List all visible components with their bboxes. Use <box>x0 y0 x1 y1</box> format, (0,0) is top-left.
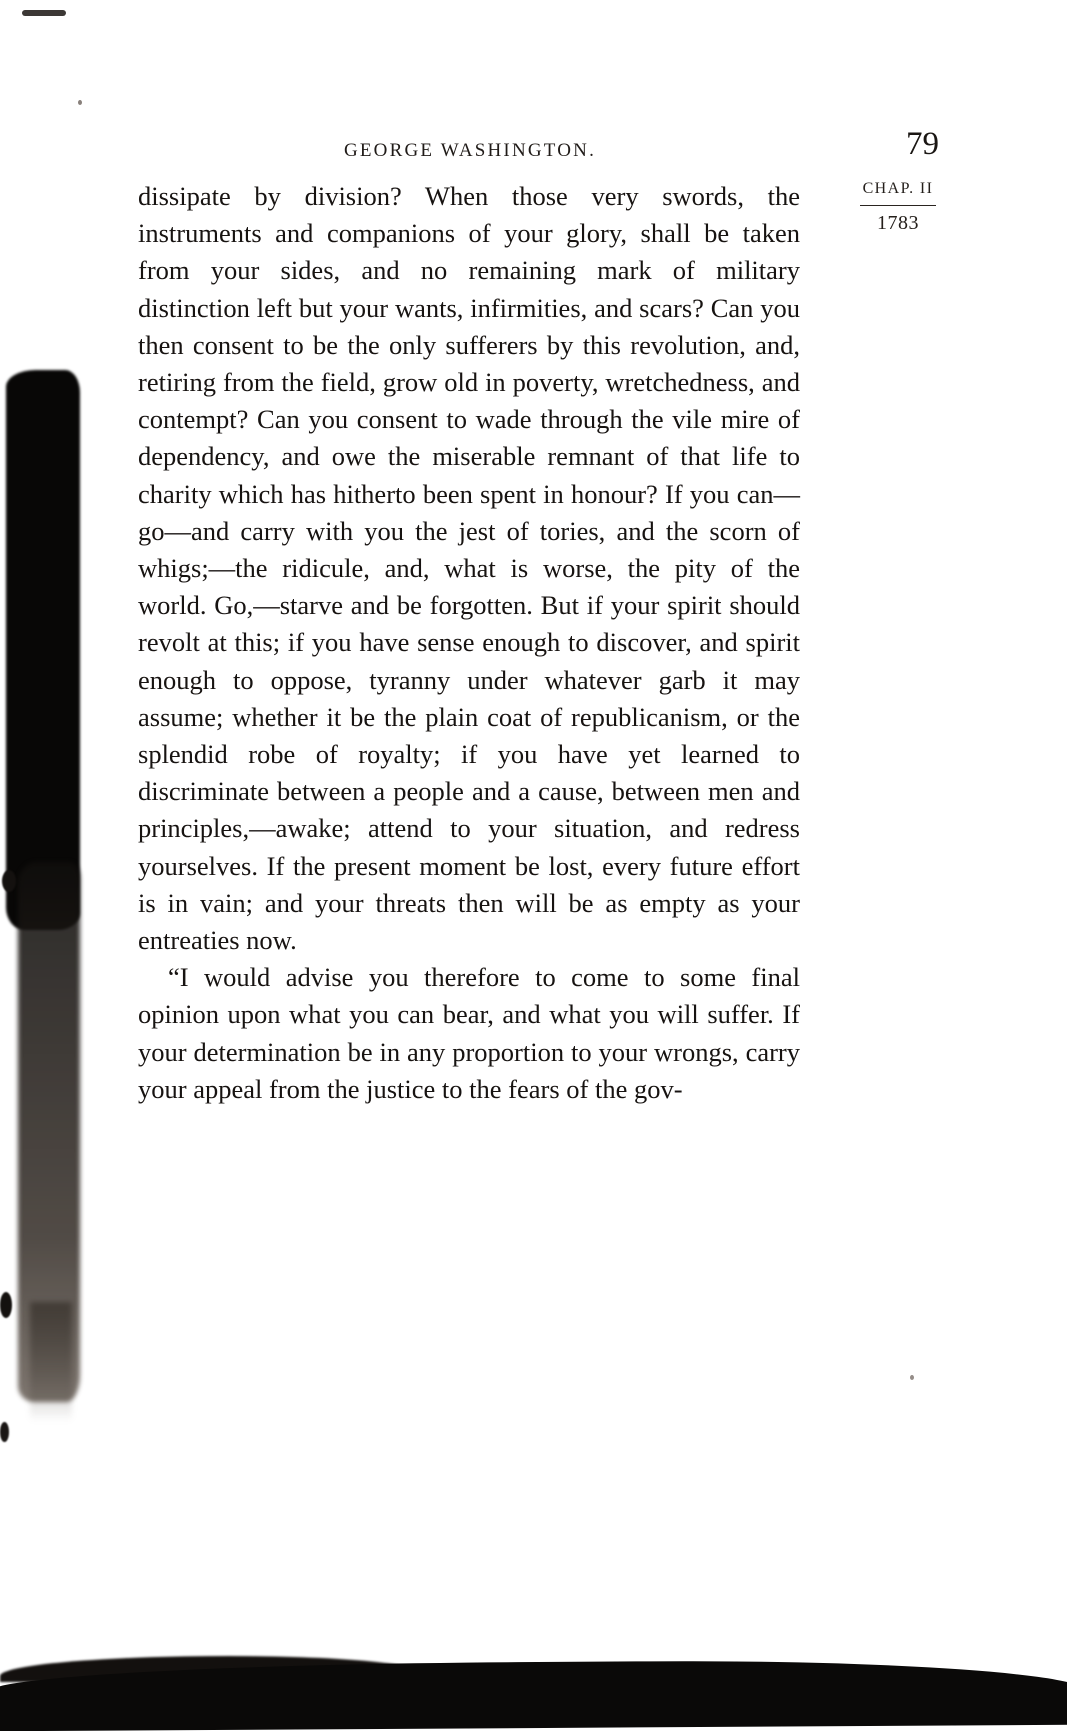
scan-bottom-band-upper <box>0 1656 420 1682</box>
page-speck <box>78 100 82 105</box>
marginal-note-year: 1783 <box>877 212 919 234</box>
gutter-blob-dark <box>6 370 80 930</box>
scan-bottom-edge-artifact <box>0 1630 1067 1716</box>
page-number: 79 <box>906 126 939 162</box>
paragraph: dissipate by division? When those very swords, the instruments and companions of your glory, shall be taken from your sides, and no remaining mark of military distinction left but your wants, infirmities, and scars? Can you then consent to be the only sufferers by this revolution, and, retiring from the field, grow old in poverty, wretchedness, and contempt? Can you consent to wade through the vile mire of dependency, and owe the miserable remnant of that life to charity which has hitherto been spent in honour? If you can—go—and carry with you the jest of tories, and the scorn of whigs;—the ridicule, and, what is worse, the pity of the world. Go,—starve and be forgotten. But if your spirit should revolt at this; if you have sense enough to discover, and spirit enough to oppose, tyranny under whatever garb it may assume; whether it be the plain coat of republicanism, or the splendid robe of royalty; if you have yet learned to discriminate between a people and a cause, between men and principles,—awake; attend to your situation, and redress yourselves. If the present moment be lost, every future effort is in vain; and your threats then will be as empty as your entreaties now. <box>138 181 800 956</box>
marginal-note-chapter: CHAP. II <box>862 180 934 197</box>
gutter-speck <box>0 1422 9 1442</box>
marginal-note <box>842 180 954 235</box>
gutter-blob-soft <box>18 862 80 1402</box>
marginal-note-rule <box>860 205 936 206</box>
scan-bottom-band <box>0 1659 1067 1731</box>
scan-top-edge-artifact <box>22 10 66 16</box>
page-speck <box>910 1375 914 1380</box>
gutter-blob-fade <box>30 1302 72 1422</box>
binding-gutter-shadow <box>0 362 96 1442</box>
gutter-speck <box>2 870 16 892</box>
running-head: GEORGE WASHINGTON. <box>343 140 597 161</box>
paragraph: “I would advise you therefore to come to some final opinion upon what you can bear, and what you will suffer. If your determination be in any proportion to your wrongs, carry your appeal from the justice to the fears of the gov- <box>138 962 800 1104</box>
gutter-speck <box>0 1292 12 1318</box>
body-text <box>138 178 800 1108</box>
